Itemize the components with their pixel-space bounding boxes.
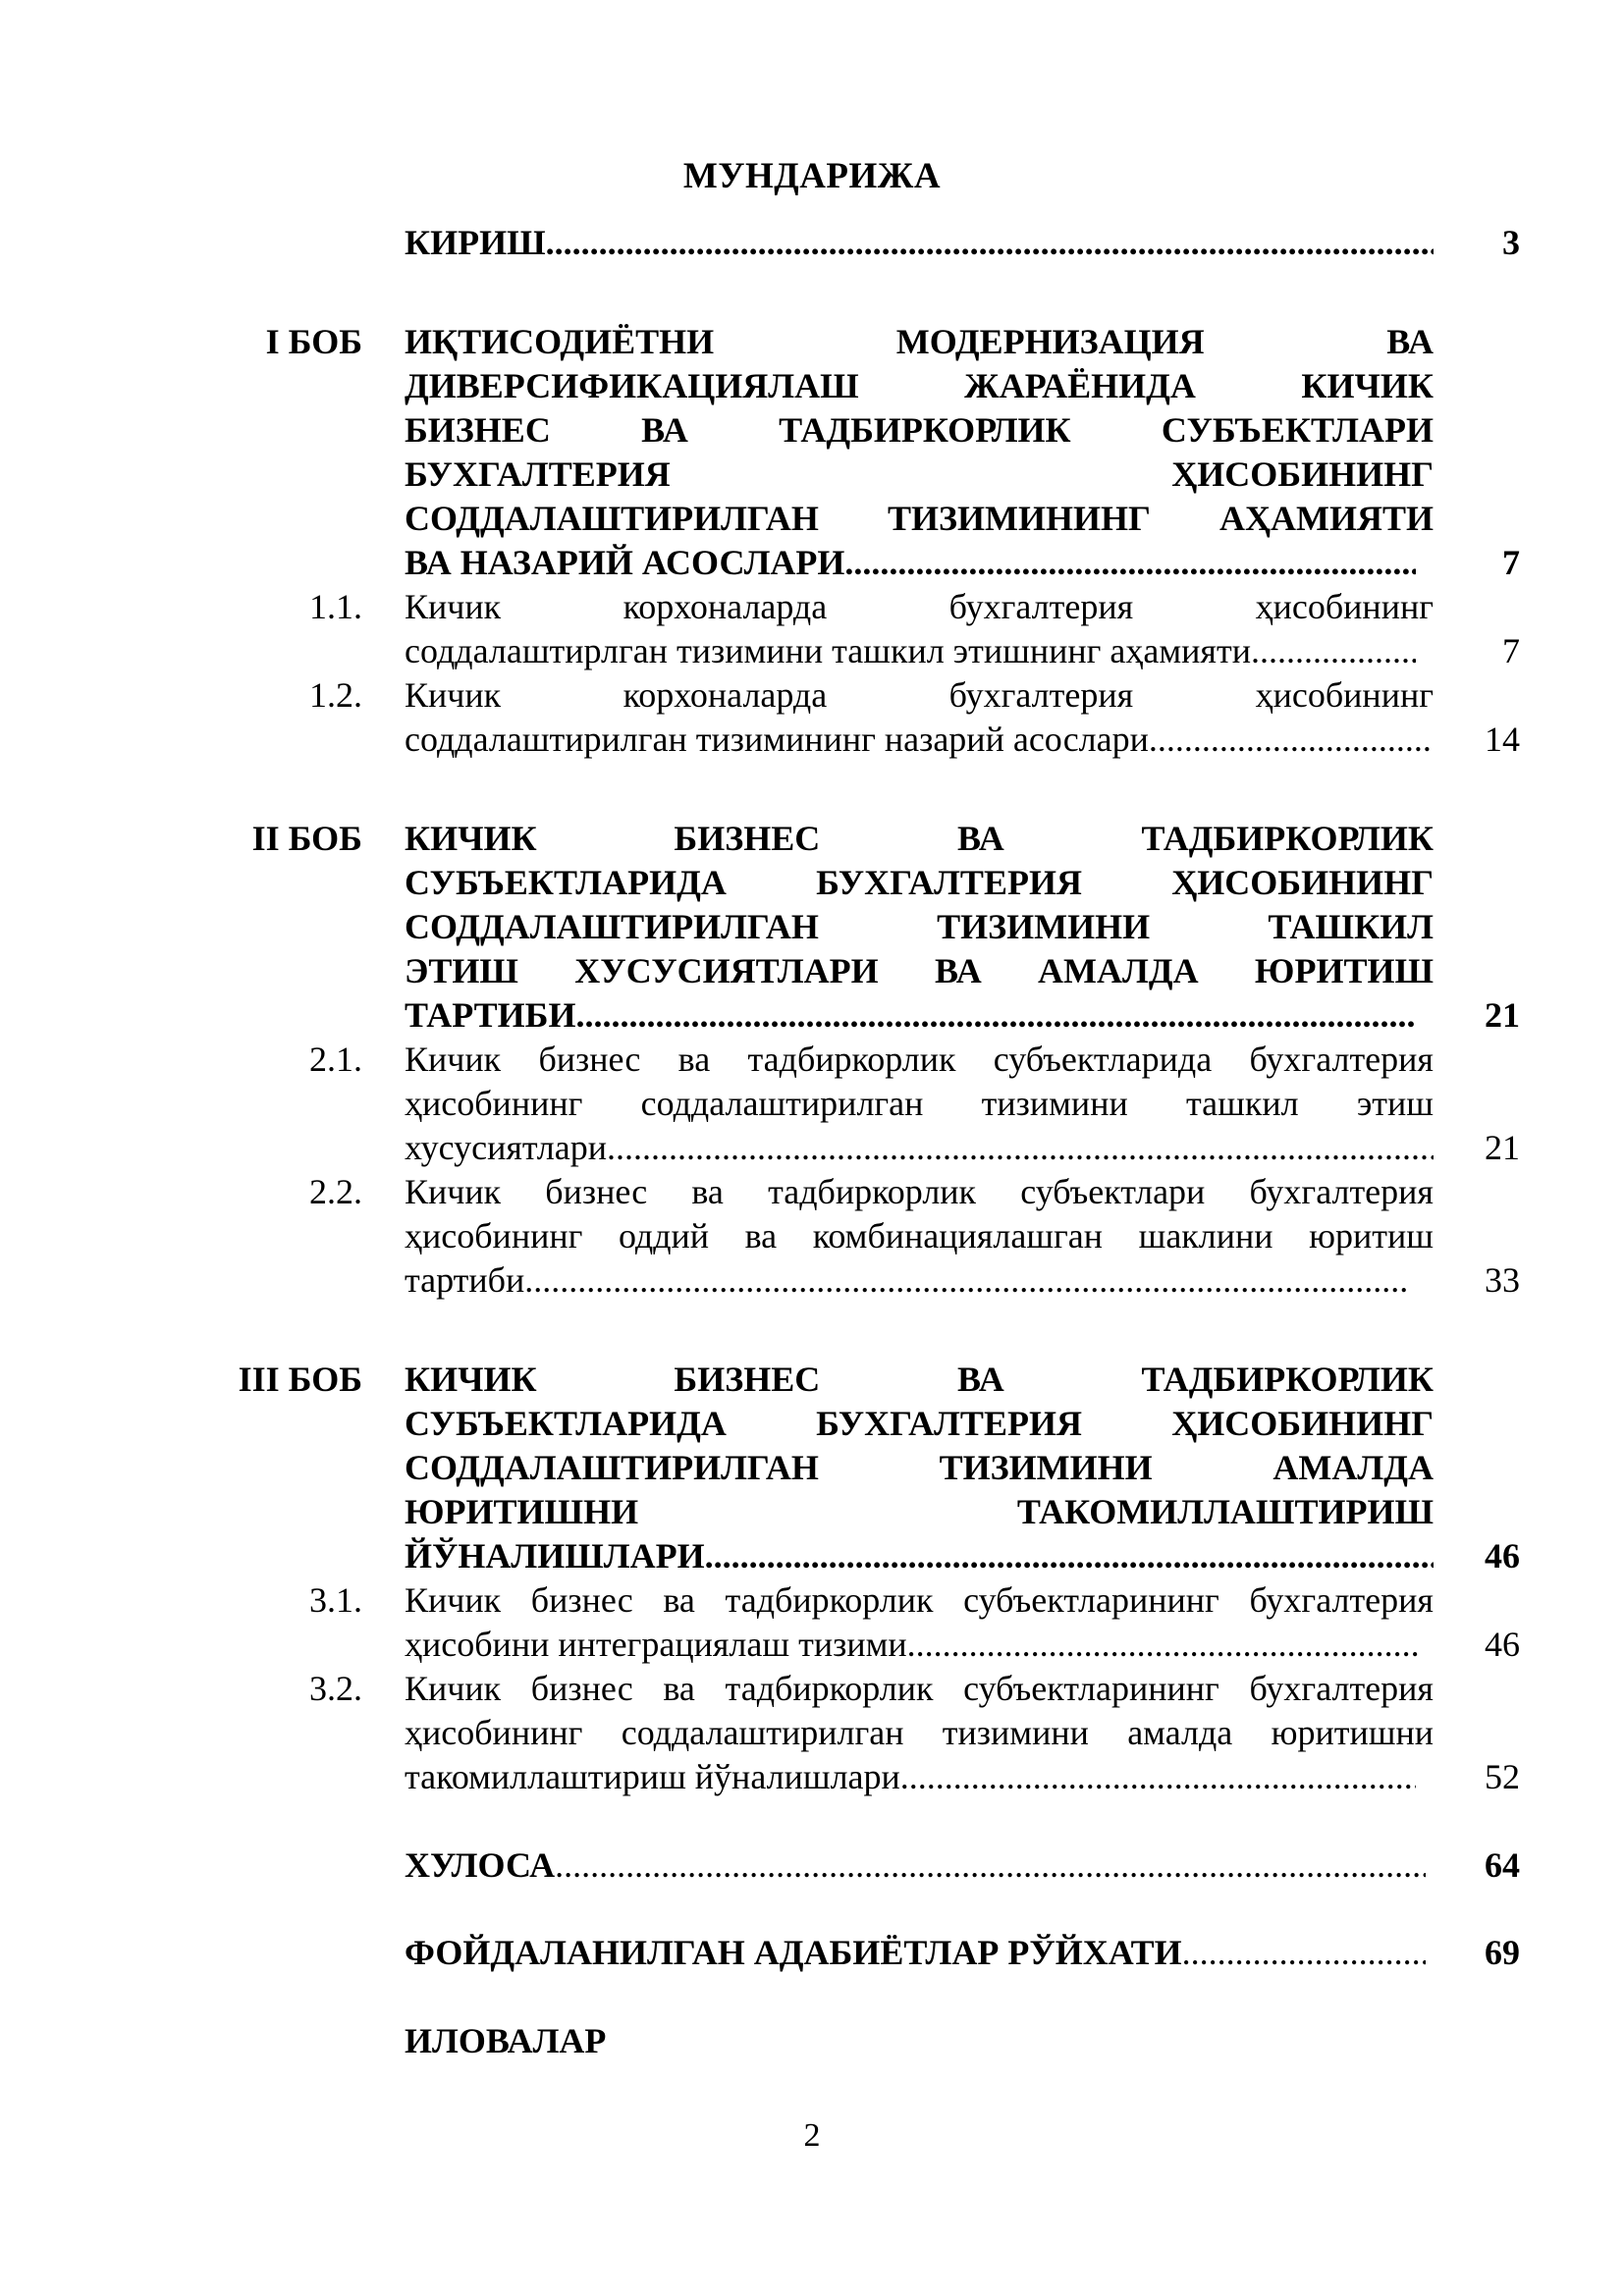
section-title-line: Кичик бизнес ва тадбиркорлик субъектларида бухгалтерия: [405, 1040, 1434, 1079]
section-title-line: соддалаштирилган тизимининг назарий асослари: [405, 720, 1149, 759]
chapter-label: III БОБ: [238, 1360, 362, 1399]
page-ref: 7: [1502, 631, 1520, 670]
page-ref: 7: [1502, 543, 1520, 582]
page-ref: 33: [1485, 1260, 1520, 1300]
page-ref: 52: [1485, 1757, 1520, 1796]
entry-text: ФОЙДАЛАНИЛГАН АДАБИЁТЛАР РЎЙХАТИ: [405, 1933, 1182, 1972]
page-ref: 3: [1502, 223, 1520, 262]
section-title-line: Кичик корхоналарда бухгалтерия ҳисобининг: [405, 675, 1434, 715]
page-ref: 46: [1485, 1625, 1520, 1664]
toc-section-2-1[interactable]: [0, 1038, 1624, 1170]
chapter-title-line: ВА НАЗАРИЙ АСОСЛАРИ: [405, 543, 845, 582]
entry-text: КИРИШ: [405, 223, 546, 262]
chapter-title-line: СУБЪЕКТЛАРИДА БУХГАЛТЕРИЯ ҲИСОБИНИНГ: [405, 1404, 1434, 1443]
toc-section-3-2[interactable]: [0, 1667, 1624, 1799]
chapter-title-line: ДИВЕРСИФИКАЦИЯЛАШ ЖАРАЁНИДА КИЧИК: [405, 366, 1434, 405]
section-title-line: Кичик бизнес ва тадбиркорлик субъектлари бухгалтерия: [405, 1172, 1434, 1211]
leader-dots: [1182, 1931, 1426, 1975]
leader-dots: [607, 1126, 1434, 1170]
section-number: 2.1.: [309, 1040, 362, 1079]
leader-dots: [705, 1534, 1434, 1578]
toc-section-1-1[interactable]: [0, 585, 1624, 673]
page-number: 2: [803, 2117, 821, 2154]
toc-entry-references[interactable]: [0, 1931, 1624, 1975]
section-number: 1.2.: [309, 675, 362, 715]
page-ref: 69: [1485, 1933, 1520, 1972]
page-ref: 21: [1485, 1128, 1520, 1167]
page-ref: 46: [1485, 1536, 1520, 1575]
section-title-line: соддалаштирлган тизимини ташкил этишнинг аҳамияти: [405, 631, 1251, 670]
chapter-title-line: ЭТИШ ХУСУСИЯТЛАРИ ВА АМАЛДА ЮРИТИШ: [405, 951, 1434, 990]
chapter-title-line: БУХГАЛТЕРИЯ ҲИСОБИНИНГ: [405, 454, 1434, 494]
section-number: 1.1.: [309, 587, 362, 626]
leader-dots: [546, 221, 1434, 265]
toc-section-3-1[interactable]: [0, 1578, 1624, 1667]
leader-dots: [1251, 629, 1416, 673]
chapter-title-line: СОДДАЛАШТИРИЛГАН ТИЗИМИНИ АМАЛДА: [405, 1448, 1434, 1487]
section-title-line: ҳисобининг оддий ва комбинациялашган шаклини юритиш: [405, 1216, 1434, 1255]
chapter-title-line: КИЧИК БИЗНЕС ВА ТАДБИРКОРЛИК: [405, 819, 1434, 858]
page-ref: 21: [1485, 995, 1520, 1035]
section-title-line: тартиби: [405, 1260, 525, 1300]
chapter-label: II БОБ: [251, 819, 362, 858]
section-number: 3.2.: [309, 1669, 362, 1708]
chapter-title-line: СОДДАЛАШТИРИЛГАН ТИЗИМИНИ ТАШКИЛ: [405, 907, 1434, 946]
leader-dots: [1149, 718, 1434, 762]
section-title-line: такомиллаштириш йўналишлари: [405, 1757, 900, 1796]
section-number: 2.2.: [309, 1172, 362, 1211]
section-title-line: ҳисобини интеграциялаш тизими: [405, 1625, 907, 1664]
section-title-line: хусусиятлари: [405, 1128, 607, 1167]
leader-dots: [575, 993, 1416, 1038]
chapter-title-line: ЙЎНАЛИШЛАРИ: [405, 1536, 705, 1575]
chapter-title-line: СОДДАЛАШТИРИЛГАН ТИЗИМИНИНГ АҲАМИЯТИ: [405, 499, 1434, 538]
section-title-line: Кичик бизнес ва тадбиркорлик субъектларининг бухгалтерия: [405, 1669, 1434, 1708]
section-title-line: ҳисобининг соддалаштирилган тизимини ташкил этиш: [405, 1084, 1434, 1123]
toc-section-2-2[interactable]: [0, 1170, 1624, 1303]
page-ref: 64: [1485, 1845, 1520, 1885]
leader-dots: [907, 1623, 1421, 1667]
entry-text: ИЛОВАЛАР: [405, 2021, 607, 2060]
chapter-title-line: ТАРТИБИ: [405, 995, 576, 1035]
chapter-label: I БОБ: [265, 322, 362, 361]
toc-entry-appendix[interactable]: [0, 2019, 1624, 2063]
chapter-title-line: ИҚТИСОДИЁТНИ МОДЕРНИЗАЦИЯ ВА: [405, 322, 1434, 361]
toc-chapter-1[interactable]: [0, 320, 1624, 585]
toc-entry-conclusion[interactable]: [0, 1843, 1624, 1888]
chapter-title-line: КИЧИК БИЗНЕС ВА ТАДБИРКОРЛИК: [405, 1360, 1434, 1399]
leader-dots: [844, 541, 1416, 585]
chapter-title-line: СУБЪЕКТЛАРИДА БУХГАЛТЕРИЯ ҲИСОБИНИНГ: [405, 863, 1434, 902]
section-title-line: Кичик бизнес ва тадбиркорлик субъектларининг бухгалтерия: [405, 1580, 1434, 1620]
toc-entry-intro[interactable]: [0, 221, 1624, 265]
page-title: МУНДАРИЖА: [682, 156, 942, 196]
entry-text: ХУЛОСА: [405, 1845, 556, 1885]
chapter-title-line: ЮРИТИШНИ ТАКОМИЛЛАШТИРИШ: [405, 1492, 1434, 1531]
toc-chapter-2[interactable]: [0, 817, 1624, 1038]
toc-chapter-3[interactable]: [0, 1358, 1624, 1578]
leader-dots: [900, 1755, 1416, 1799]
section-title-line: Кичик корхоналарда бухгалтерия ҳисобининг: [405, 587, 1434, 626]
page-ref: 14: [1485, 720, 1520, 759]
leader-dots: [524, 1258, 1406, 1303]
toc-section-1-2[interactable]: [0, 673, 1624, 762]
section-number: 3.1.: [309, 1580, 362, 1620]
chapter-title-line: БИЗНЕС ВА ТАДБИРКОРЛИК СУБЪЕКТЛАРИ: [405, 410, 1434, 450]
section-title-line: ҳисобининг соддалаштирилган тизимини амалда юритишни: [405, 1713, 1434, 1752]
leader-dots: [555, 1843, 1426, 1888]
